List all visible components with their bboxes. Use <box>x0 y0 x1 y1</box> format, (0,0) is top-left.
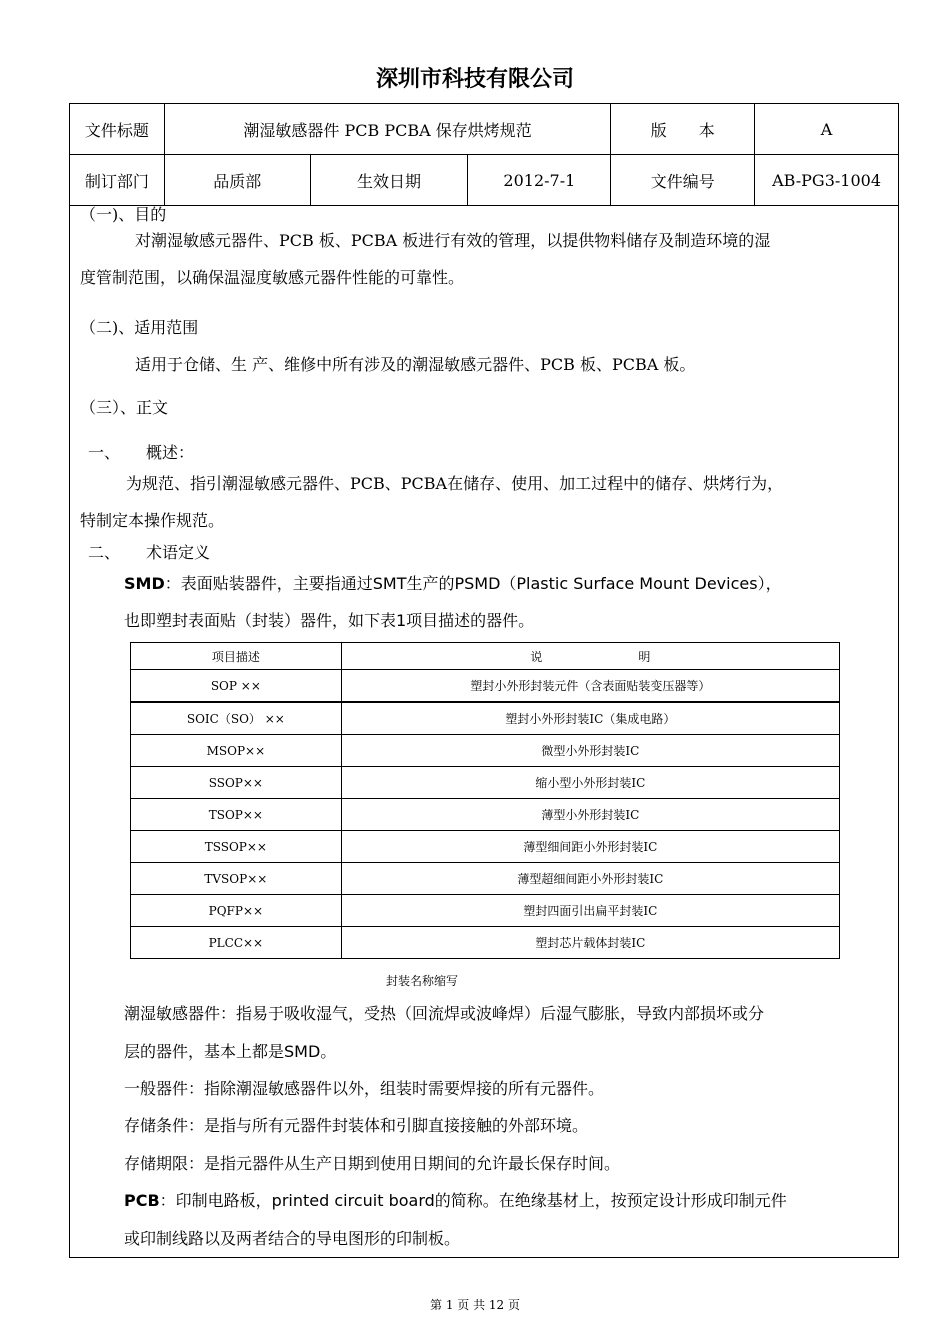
scope-heading: （二)、适用范围 <box>80 318 199 337</box>
smd-label: SMD <box>124 574 165 593</box>
header-table <box>69 103 899 206</box>
row-item: TSOP×× <box>131 799 342 831</box>
row-desc: 塑封芯片载体封装IC <box>341 927 839 959</box>
table-row <box>131 863 840 895</box>
pcb-line-1 <box>124 1191 787 1211</box>
smd-line-2: 也即塑封表面贴（封装）器件，如下表1项目描述的器件。 <box>124 611 535 630</box>
col-desc-header: 说 明 <box>341 643 839 670</box>
terms-number: 二、 <box>88 543 121 562</box>
table-row <box>131 831 840 863</box>
row-desc: 薄型小外形封装IC <box>341 799 839 831</box>
header-row-1 <box>70 104 899 155</box>
table-row <box>131 799 840 831</box>
row-item: TSSOP×× <box>131 831 342 863</box>
row-desc: 塑封四面引出扁平封装IC <box>341 895 839 927</box>
row-item: TVSOP×× <box>131 863 342 895</box>
storage-period-def: 存储期限：是指元器件从生产日期到使用日期间的允许最长保存时间。 <box>124 1154 621 1173</box>
version-label: 版 本 <box>611 104 755 155</box>
row-item: SSOP×× <box>131 767 342 799</box>
doc-title-value: 潮湿敏感器件 PCB PCBA 保存烘烤规范 <box>164 104 610 155</box>
row-item: PLCC×× <box>131 927 342 959</box>
table-row <box>131 735 840 767</box>
overview-heading: 概述： <box>146 443 195 462</box>
row-desc: 塑封小外形封装IC（集成电路） <box>341 702 839 735</box>
table-header-row <box>131 643 840 670</box>
msd-line-2: 层的器件，基本上都是SMD。 <box>124 1042 337 1061</box>
table-row <box>131 670 840 703</box>
msd-line-1: 潮湿敏感器件：指易于吸收湿气，受热（回流焊或波峰焊）后湿气膨胀，导致内部损坏或分 <box>124 1004 765 1023</box>
docno-value: AB-PG3-1004 <box>755 155 899 206</box>
version-value: A <box>755 104 899 155</box>
effective-label: 生效日期 <box>310 155 468 206</box>
purpose-heading: （一)、目的 <box>80 205 167 224</box>
pcb-text-1: ：印制电路板，printed circuit board的简称。在绝缘基材上，按预定设计形成印制元件 <box>159 1191 787 1210</box>
table-row <box>131 767 840 799</box>
table-row <box>131 895 840 927</box>
effective-value: 2012-7-1 <box>468 155 611 206</box>
smd-line-1 <box>124 574 782 594</box>
docno-label: 文件编号 <box>611 155 755 206</box>
main-heading: （三）、正文 <box>80 398 169 417</box>
row-desc: 缩小型小外形封装IC <box>341 767 839 799</box>
doc-title-label: 文件标题 <box>70 104 165 155</box>
purpose-line-1: 对潮湿敏感元器件、PCB 板、PCBA 板进行有效的管理，以提供物料储存及制造环境的湿 <box>135 231 771 250</box>
table-caption: 封装名称缩写 <box>386 974 459 988</box>
package-table <box>130 642 840 959</box>
col-item-header: 项目描述 <box>131 643 342 670</box>
pcb-line-2: 或印制线路以及两者结合的导电图形的印制板。 <box>124 1229 461 1248</box>
overview-number: 一、 <box>88 443 121 462</box>
row-item: PQFP×× <box>131 895 342 927</box>
row-desc: 薄型超细间距小外形封装IC <box>341 863 839 895</box>
overview-line-1: 为规范、指引潮湿敏感元器件、PCB、PCBA在储存、使用、加工过程中的储存、烘烤行为， <box>126 474 784 493</box>
terms-heading: 术语定义 <box>146 543 211 562</box>
row-item: SOP ×× <box>131 670 342 703</box>
table-row <box>131 702 840 735</box>
general-device-def: 一般器件：指除潮湿敏感器件以外，组装时需要焊接的所有元器件。 <box>124 1079 605 1098</box>
table-row <box>131 927 840 959</box>
header-row-2 <box>70 155 899 206</box>
row-item: SOIC（SO） ×× <box>131 702 342 735</box>
page-footer: 第 1 页 共 12 页 <box>430 1298 520 1312</box>
overview-line-2: 特制定本操作规范。 <box>80 511 225 530</box>
company-title: 深圳市科技有限公司 <box>375 66 574 92</box>
dept-label: 制订部门 <box>70 155 165 206</box>
row-item: MSOP×× <box>131 735 342 767</box>
purpose-line-2: 度管制范围，以确保温湿度敏感元器件性能的可靠性。 <box>80 268 465 287</box>
dept-value: 品质部 <box>164 155 310 206</box>
row-desc: 薄型细间距小外形封装IC <box>341 831 839 863</box>
scope-text: 适用于仓储、生 产、维修中所有涉及的潮湿敏感元器件、PCB 板、PCBA 板。 <box>135 355 696 374</box>
smd-text-1: ：表面贴装器件，主要指通过SMT生产的PSMD（Plastic Surface Mount Devices）， <box>164 574 782 593</box>
row-desc: 塑封小外形封装元件（含表面贴装变压器等） <box>341 670 839 703</box>
row-desc: 微型小外形封装IC <box>341 735 839 767</box>
storage-condition-def: 存储条件：是指与所有元器件封装体和引脚直接接触的外部环境。 <box>124 1116 589 1135</box>
pcb-label: PCB <box>124 1191 160 1210</box>
